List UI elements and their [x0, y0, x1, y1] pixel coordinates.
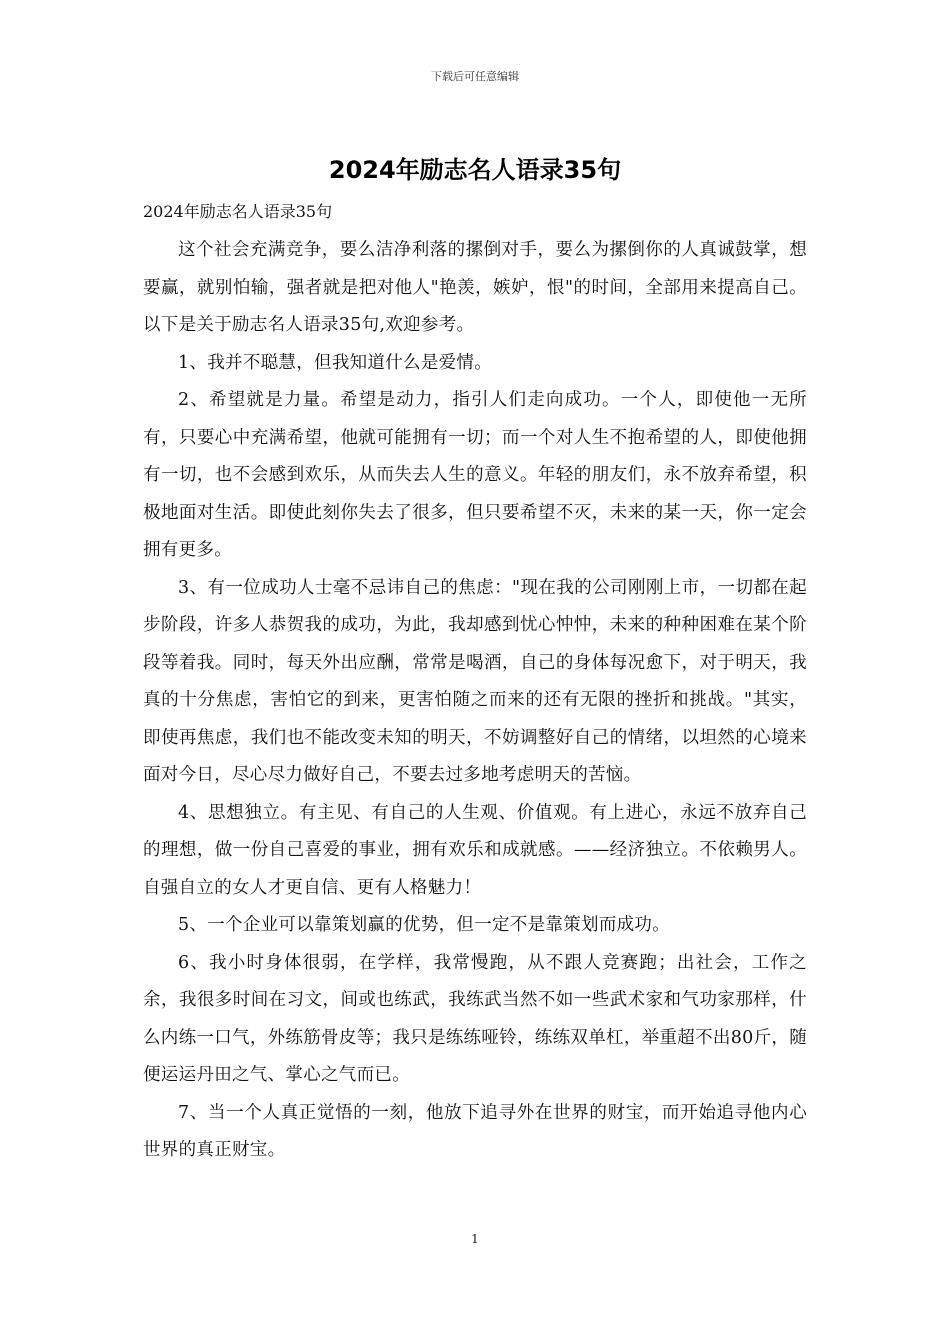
header-note: 下载后可任意编辑 — [431, 70, 519, 83]
quote-3: 3、有一位成功人士毫不忌讳自己的焦虑："现在我的公司刚刚上市，一切都在起步阶段，许多人恭贺我的成功，为此，我却感到忧心忡忡，未来的种种困难在某个阶段等着我。同时，每天外出应酬，常常是喝酒，自己的身体每况愈下，对于明天，我真的十分焦虑，害怕它的到来，更害怕随之而来的还有无限的挫折和挑战。"其实，即使再焦虑，我们也不能改变未知的明天，不妨调整好自己的情绪，以坦然的心境来面对今日，尽心尽力做好自己，不要去过多地考虑明天的苦恼。 — [143, 577, 807, 785]
quote-1: 1、我并不聪慧，但我知道什么是爱情。 — [178, 352, 493, 373]
document-body — [143, 232, 807, 1170]
quote-7: 7、当一个人真正觉悟的一刻，他放下追寻外在世界的财宝，而开始追寻他内心世界的真正财宝。 — [143, 1102, 807, 1160]
page-number: 1 — [471, 1232, 479, 1246]
quote-6: 6、我小时身体很弱，在学样，我常慢跑，从不跟人竞赛跑；出社会，工作之余，我很多时间在习文，间或也练武，我练武当然不如一些武术家和气功家那样，什么内练一口气，外练筋骨皮等；我只是练练哑铃，练练双单杠，举重超不出80斤，随便运运丹田之气、掌心之气而已。 — [143, 952, 807, 1085]
document-title: 2024年励志名人语录35句 — [328, 156, 622, 184]
intro-paragraph: 这个社会充满竞争，要么洁净利落的摞倒对手，要么为摞倒你的人真诚鼓掌，想要赢，就别怕输，强者就是把对他人"艳羡，嫉妒，恨"的时间，全部用来提高自己。以下是关于励志名人语录35句,欢迎参考。 — [143, 240, 807, 335]
quote-4: 4、思想独立。有主见、有自己的人生观、价值观。有上进心，永远不放弃自己的理想，做一份自己喜爱的事业，拥有欢乐和成就感。——经济独立。不依赖男人。自强自立的女人才更自信、更有人格魅力！ — [143, 802, 807, 898]
quote-5: 5、一个企业可以靠策划赢的优势，但一定不是靠策划而成功。 — [178, 915, 671, 935]
document-subtitle: 2024年励志名人语录35句 — [143, 202, 333, 221]
quote-2: 2、希望就是力量。希望是动力，指引人们走向成功。一个人，即使他一无所有，只要心中充满希望，他就可能拥有一切；而一个对人生不抱希望的人，即使他拥有一切，也不会感到欢乐，从而失去人生的意义。年轻的朋友们，永不放弃希望，积极地面对生活。即使此刻你失去了很多，但只要希望不灭，未来的某一天，你一定会拥有更多。 — [143, 390, 807, 560]
